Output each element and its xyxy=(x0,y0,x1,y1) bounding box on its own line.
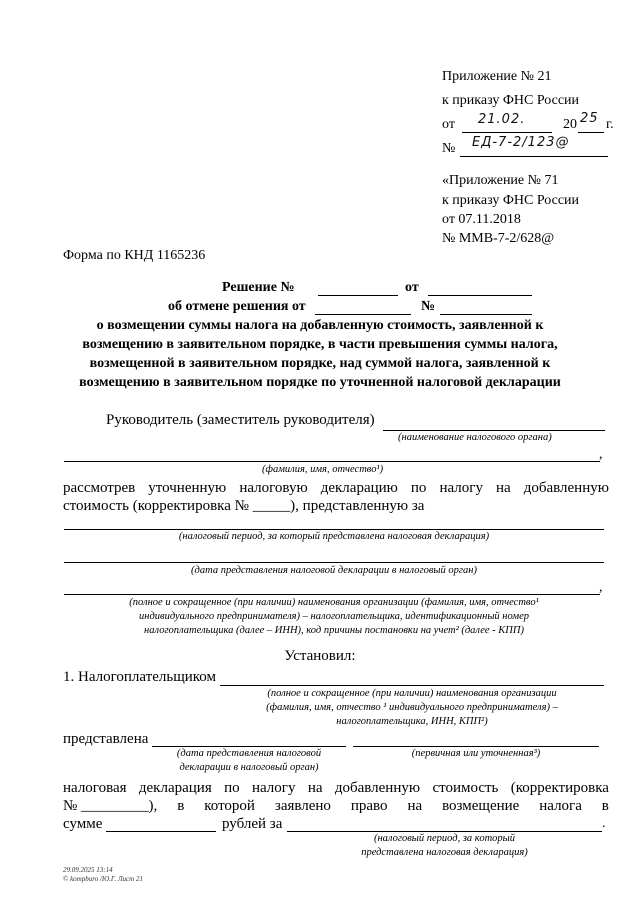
word: налоговую xyxy=(239,480,308,496)
word: налога xyxy=(539,798,582,814)
hint-type: (первичная или уточненная³) xyxy=(411,748,541,759)
word: налогу xyxy=(251,780,296,796)
appendix-date-handwritten: 21.02. xyxy=(478,112,526,127)
appendix2-line4: № ММВ-7-2/628@ xyxy=(442,231,555,246)
title-line5: возмещенной в заявительном порядке, над суммой налога, заявленной к xyxy=(89,356,551,371)
word: стоимость xyxy=(432,780,499,796)
title-cancel-number: № xyxy=(421,299,436,314)
title-decision-from: от xyxy=(405,280,419,295)
hint-period: (налоговый период, за который представлена налоговая декларация) xyxy=(178,531,490,542)
word: (корректировка xyxy=(510,780,609,796)
considered-line1 xyxy=(63,480,609,497)
considered-line2: стоимость (корректировка № _____), представленную за xyxy=(63,498,425,514)
word: декларация xyxy=(138,780,212,796)
presented-label: представлена xyxy=(63,731,149,747)
appendix-number-handwritten: ЕД-7-2/123@ xyxy=(472,135,570,150)
word: добавленную xyxy=(523,480,609,496)
hint-pdate-1: (дата представления налоговой xyxy=(176,748,322,759)
hint-period2-2: представлена налоговая декларация) xyxy=(361,847,528,858)
decl-line1 xyxy=(63,780,609,797)
p1-label: 1. Налогоплательщиком xyxy=(63,669,217,685)
word: в xyxy=(601,798,609,814)
appendix-date-prefix: от xyxy=(442,117,455,132)
hint-p1-1: (полное и сокращенное (при наличии) наименования организации xyxy=(267,688,557,699)
comma-1: , xyxy=(599,447,603,462)
word: уточненную xyxy=(148,480,227,496)
word: заявлено xyxy=(274,798,331,814)
print-stamp-line1: 29.09.2025 13:14 xyxy=(63,866,113,874)
word: рассмотрев xyxy=(63,480,136,496)
appendix-year-prefix: 20 xyxy=(563,117,577,132)
word: добавленную xyxy=(334,780,421,796)
word: налоговая xyxy=(63,780,127,796)
word: по xyxy=(224,780,240,796)
hint-period2-1: (налоговый период, за который xyxy=(373,833,516,844)
word: на xyxy=(496,480,511,496)
head-label: Руководитель (заместитель руководителя) xyxy=(106,412,375,428)
word: возмещение xyxy=(442,798,520,814)
hint-tax-org: (наименование налогового органа) xyxy=(398,432,552,443)
hint-org-2: индивидуального предпринимателя) – налогоплательщика, идентификационный номер xyxy=(139,611,529,622)
hint-date: (дата представления налоговой декларации в налоговый орган) xyxy=(191,565,477,576)
comma-2: , xyxy=(599,580,603,595)
hint-p1-3: налогоплательщика, ИНН, КПП²) xyxy=(336,716,488,727)
word: декларацию xyxy=(320,480,398,496)
form-code: Форма по КНД 1165236 xyxy=(63,248,206,263)
appendix-year-suffix: г. xyxy=(606,117,614,132)
final-dot: . xyxy=(602,816,606,831)
hint-fio: (фамилия, имя, отчество¹) xyxy=(262,464,384,475)
hint-p1-2: (фамилия, имя, отчество ¹ индивидуального предпринимателя) – xyxy=(266,702,558,713)
appendix-number-prefix: № xyxy=(442,141,456,156)
hint-pdate-2: декларации в налоговый орган) xyxy=(179,762,319,773)
word: на xyxy=(407,798,423,814)
word: которой xyxy=(204,798,255,814)
word: в xyxy=(177,798,185,814)
title-line4: возмещению в заявительном порядке, в части превышения суммы налога, xyxy=(82,337,558,352)
appendix2-line3: от 07.11.2018 xyxy=(442,212,521,227)
hint-org-1: (полное и сокращенное (при наличии) наименования организации (фамилия, имя, отчество¹ xyxy=(129,597,539,608)
print-stamp-line2: © kompburo /Ю.Г. Лист 21 xyxy=(63,875,143,883)
word: на xyxy=(307,780,323,796)
decl-line2 xyxy=(63,798,609,815)
word: налогу xyxy=(439,480,483,496)
appendix2-line1: «Приложение № 71 xyxy=(442,173,559,188)
title-decision-label: Решение № xyxy=(222,280,295,295)
appendix-year-handwritten: 25 xyxy=(580,111,599,126)
appendix-line1: Приложение № 21 xyxy=(442,69,552,84)
appendix2-line2: к приказу ФНС России xyxy=(442,193,580,208)
sum-label: сумме xyxy=(63,816,103,832)
established-heading: Установил: xyxy=(284,648,356,664)
word: по xyxy=(410,480,427,496)
rub-label: рублей за xyxy=(222,816,283,832)
word: право xyxy=(350,798,388,814)
title-line6: возмещению в заявительном порядке по уточненной налоговой декларации xyxy=(79,375,561,390)
word: № _________), xyxy=(63,798,158,814)
hint-org-3: налогоплательщика (далее – ИНН), код причины постановки на учет² (далее - КПП) xyxy=(144,625,524,636)
title-line3: о возмещении суммы налога на добавленную стоимость, заявленной к xyxy=(96,318,544,333)
title-cancel-label: об отмене решения от xyxy=(168,299,306,314)
appendix-line2: к приказу ФНС России xyxy=(442,93,580,108)
